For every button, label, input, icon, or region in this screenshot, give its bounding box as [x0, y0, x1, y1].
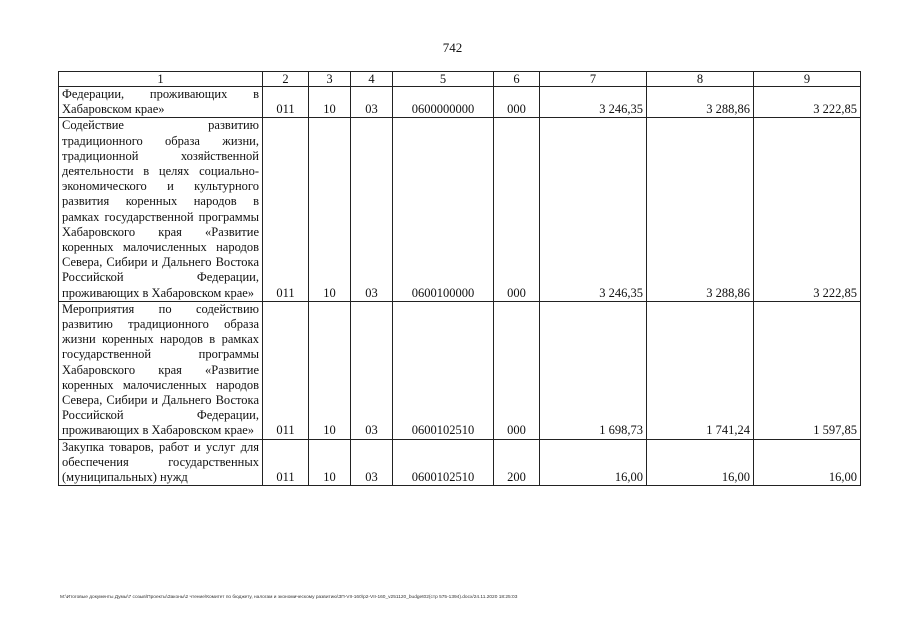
- row-description: Федерации, проживающих в Хабаровском крае»: [59, 87, 263, 118]
- column-header: 1: [59, 72, 263, 87]
- table-header-row: [59, 72, 861, 87]
- row-section: 10: [309, 87, 351, 118]
- row-description: Содействие развитию традиционного образа жизни, традиционной хозяйственной деятельности в целях социально-экономического и культурного развития коренных народов в рамках государственной программы Хабаровского края «Развитие коренных малочисленных народов Севера, Сибири и Дальнего Востока Российской Федерации, проживающих в Хабаровском крае»: [59, 118, 263, 301]
- row-value-1: 3 246,35: [540, 87, 647, 118]
- row-target: 0600102510: [393, 301, 494, 439]
- row-section: 10: [309, 439, 351, 486]
- row-value-2: 3 288,86: [647, 87, 754, 118]
- row-value-3: 1 597,85: [754, 301, 861, 439]
- table-row: [59, 87, 861, 118]
- budget-table: [58, 71, 861, 486]
- row-subsection: 03: [351, 301, 393, 439]
- row-value-3: 3 222,85: [754, 87, 861, 118]
- row-description: Закупка товаров, работ и услуг для обеспечения государственных (муниципальных) нужд: [59, 439, 263, 486]
- page-number: 742: [442, 40, 463, 55]
- row-type: 000: [494, 87, 540, 118]
- row-code: 011: [263, 301, 309, 439]
- column-header: 8: [647, 72, 754, 87]
- column-header: 9: [754, 72, 861, 87]
- row-code: 011: [263, 87, 309, 118]
- table-row: [59, 301, 861, 439]
- row-subsection: 03: [351, 87, 393, 118]
- row-target: 0600100000: [393, 118, 494, 301]
- column-header: 5: [393, 72, 494, 87]
- row-value-1: 1 698,73: [540, 301, 647, 439]
- row-subsection: 03: [351, 118, 393, 301]
- row-value-1: 16,00: [540, 439, 647, 486]
- row-value-3: 16,00: [754, 439, 861, 486]
- row-section: 10: [309, 118, 351, 301]
- row-target: 0600102510: [393, 439, 494, 486]
- row-type: 000: [494, 118, 540, 301]
- row-target: 0600000000: [393, 87, 494, 118]
- row-code: 011: [263, 439, 309, 486]
- column-header: 4: [351, 72, 393, 87]
- table-row: [59, 118, 861, 301]
- column-header: 3: [309, 72, 351, 87]
- document-footer-path: M:\Итоговые документы Думы\7 созыв\Проекты\Законы\2 чтение\Комитет по бюджету, налогам и экономическому развитию\ЗП-VII-160\р2-VII-160_v251120_budget02(стр 575-1394).docx/24.11.2020 18:25:03: [60, 595, 518, 600]
- table-row: [59, 439, 861, 486]
- row-type: 000: [494, 301, 540, 439]
- row-code: 011: [263, 118, 309, 301]
- column-header: 6: [494, 72, 540, 87]
- row-subsection: 03: [351, 439, 393, 486]
- row-value-1: 3 246,35: [540, 118, 647, 301]
- row-section: 10: [309, 301, 351, 439]
- row-value-3: 3 222,85: [754, 118, 861, 301]
- column-header: 2: [263, 72, 309, 87]
- row-value-2: 3 288,86: [647, 118, 754, 301]
- row-type: 200: [494, 439, 540, 486]
- column-header: 7: [540, 72, 647, 87]
- row-description: Мероприятия по содействию развитию традиционного образа жизни коренных народов в рамках государственной программы Хабаровского края «Развитие коренных малочисленных народов Севера, Сибири и Дальнего Востока Российской Федерации, проживающих в Хабаровском крае»: [59, 301, 263, 439]
- row-value-2: 1 741,24: [647, 301, 754, 439]
- row-value-2: 16,00: [647, 439, 754, 486]
